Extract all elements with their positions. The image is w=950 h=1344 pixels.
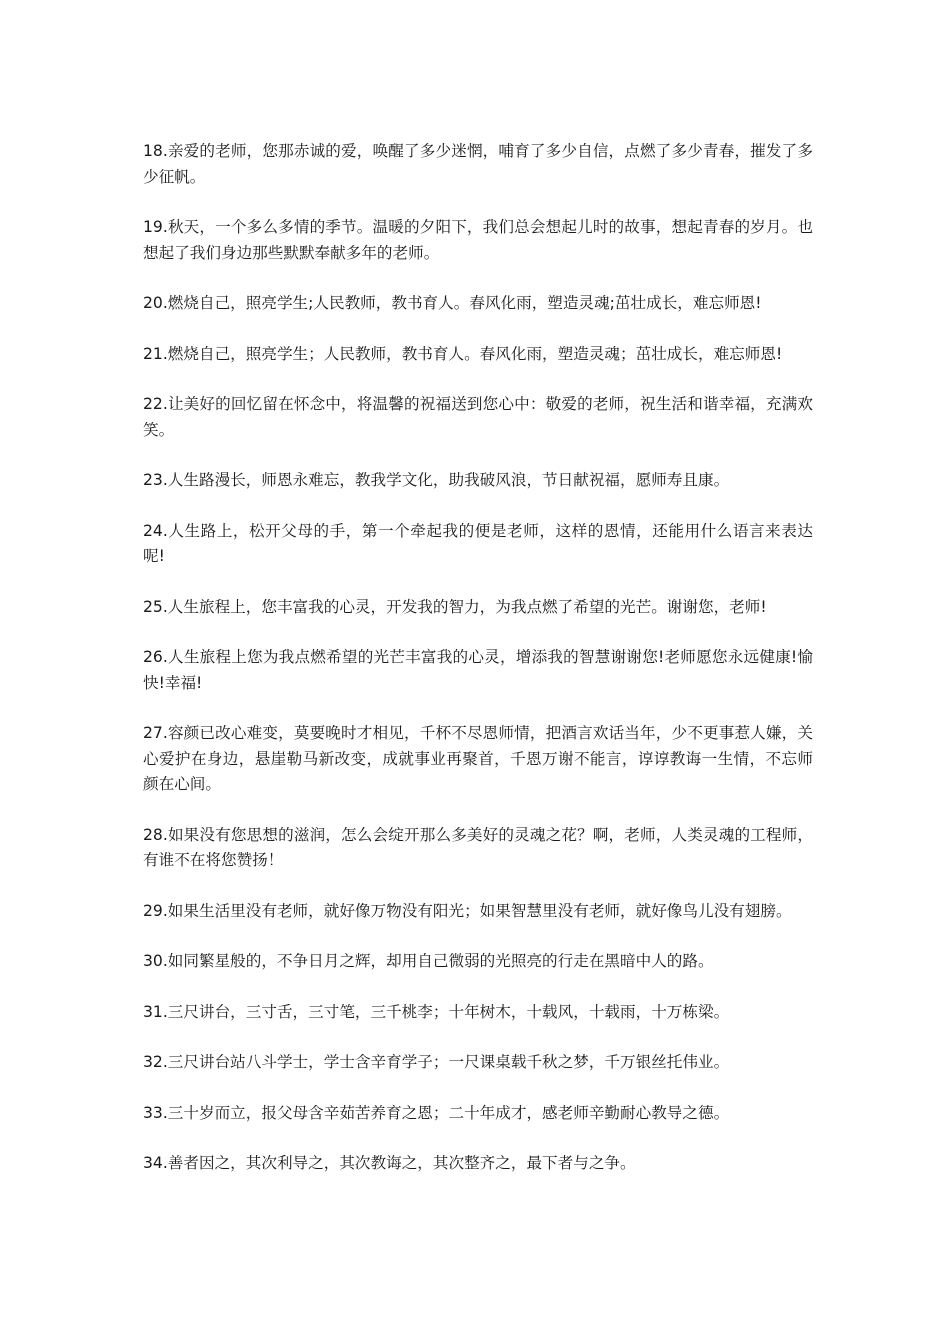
paragraph-27: 27.容颜已改心难变，莫要晚时才相见，千杯不尽恩师情，把酒言欢话当年，少不更事惹人嫌，关心爱护在身边，悬崖勒马新改变，成就事业再聚首，千恩万谢不能言，谆谆教诲一生情，不忘师颜在心间。: [143, 724, 813, 793]
paragraph-28: 28.如果没有您思想的滋润，怎么会绽开那么多美好的灵魂之花？啊，老师，人类灵魂的工程师，有谁不在将您赞扬！: [143, 825, 813, 869]
paragraph-18: 18.亲爱的老师，您那赤诚的爱，唤醒了多少迷惘，哺育了多少自信，点燃了多少青春，摧发了多少征帆。: [143, 142, 813, 186]
paragraph-33: 33.三十岁而立，报父母含辛茹苦养育之恩；二十年成才，感老师辛勤耐心教导之德。: [143, 1103, 730, 1122]
paragraph-20: 20.燃烧自己，照亮学生;人民教师，教书育人。春风化雨，塑造灵魂;茁壮成长，难忘师恩!: [143, 294, 762, 312]
paragraph-23: 23.人生路漫长，师恩永难忘，教我学文化，助我破风浪，节日献祝福，愿师寿且康。: [143, 471, 730, 489]
paragraph-21: 21.燃烧自己，照亮学生；人民教师，教书育人。春风化雨，塑造灵魂；茁壮成长，难忘师恩!: [143, 344, 783, 363]
paragraph-29: 29.如果生活里没有老师，就好像万物没有阳光；如果智慧里没有老师，就好像鸟儿没有翅膀。: [143, 901, 792, 920]
paragraph-31: 31.三尺讲台，三寸舌，三寸笔，三千桃李；十年树木，十载风，十载雨，十万栋梁。: [143, 1002, 730, 1021]
document-body: [143, 139, 813, 1202]
paragraph-19: 19.秋天，一个多么多情的季节。温暖的夕阳下，我们总会想起儿时的故事，想起青春的岁月。也想起了我们身边那些默默奉献多年的老师。: [143, 218, 813, 262]
paragraph-32: 32.三尺讲台站八斗学士，学士含辛育学子；一尺课桌载千秋之梦，千万银丝托伟业。: [143, 1053, 730, 1071]
paragraph-30: 30.如同繁星般的，不争日月之辉，却用自己微弱的光照亮的行走在黑暗中人的路。: [143, 952, 714, 970]
paragraph-26: 26.人生旅程上您为我点燃希望的光芒丰富我的心灵，增添我的智慧谢谢您!老师愿您永远健康!愉快!幸福!: [143, 648, 813, 692]
paragraph-34: 34.善者因之，其次利导之，其次教诲之，其次整齐之，最下者与之争。: [143, 1154, 636, 1172]
paragraph-24: 24.人生路上，松开父母的手，第一个牵起我的便是老师，这样的恩情，还能用什么语言来表达呢!: [143, 521, 813, 565]
paragraph-25: 25.人生旅程上，您丰富我的心灵，开发我的智力，为我点燃了希望的光芒。谢谢您，老师!: [143, 597, 767, 616]
paragraph-22: 22.让美好的回忆留在怀念中，将温馨的祝福送到您心中：敬爱的老师，祝生活和谐幸福，充满欢笑。: [143, 395, 813, 439]
